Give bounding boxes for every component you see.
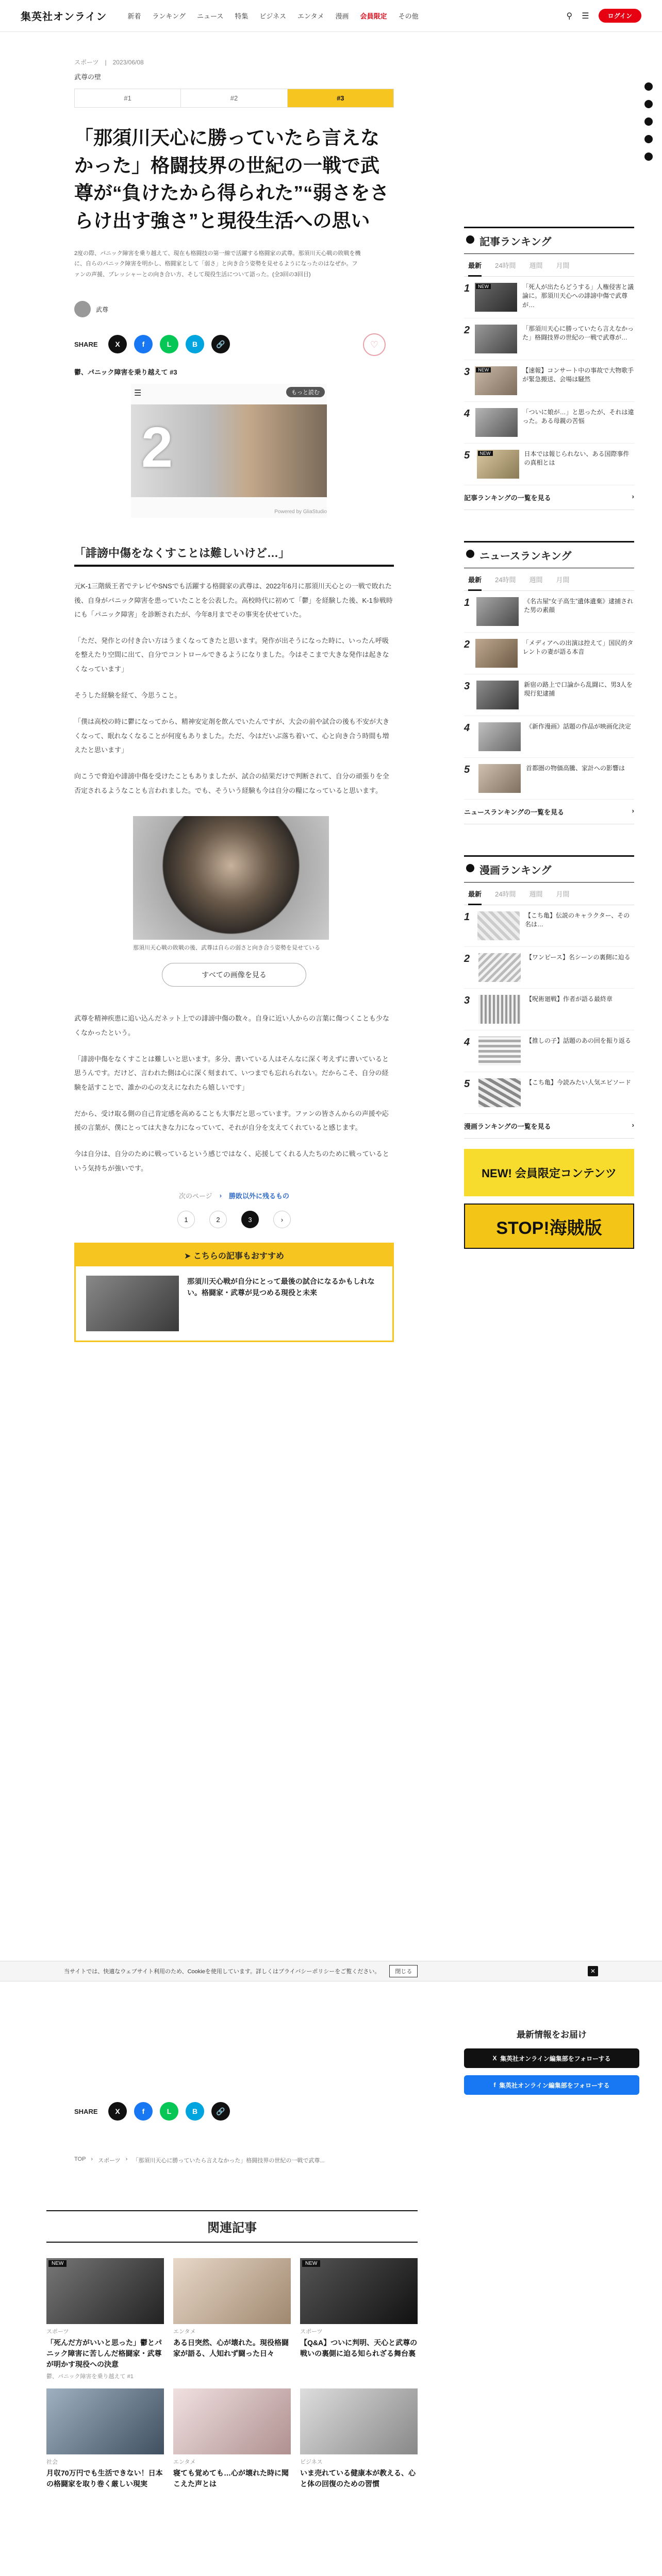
rank-number: 2 bbox=[464, 639, 470, 650]
cookie-bar bbox=[0, 1961, 662, 1981]
anti-piracy-banner[interactable]: STOP!海賊版 bbox=[464, 1204, 634, 1249]
series-page-3[interactable]: #3 bbox=[288, 89, 393, 107]
news-title[interactable]: 首都圏の物価高騰、家計への影響は bbox=[526, 765, 625, 772]
nav-item-more[interactable]: その他 bbox=[398, 12, 419, 20]
chevron-right-icon[interactable]: › bbox=[273, 1211, 291, 1228]
card-title[interactable]: 「死んだ方がいいと思った」鬱とパニック障害に苦しんだ格闘家・武尊が明かす現役への決意 bbox=[46, 2338, 162, 2368]
nav-item-members[interactable]: 会員限定 bbox=[360, 12, 387, 20]
line-share-button[interactable]: L bbox=[160, 2102, 178, 2121]
promo-banner[interactable]: NEW! 会員限定コンテンツ bbox=[464, 1149, 634, 1196]
manga-tabs bbox=[464, 883, 634, 905]
related-card[interactable] bbox=[173, 2258, 291, 2380]
manga-thumbnail[interactable] bbox=[478, 953, 521, 982]
tab-weekly[interactable]: 週間 bbox=[529, 262, 543, 269]
recommended-title[interactable]: 那須川天心戦が自分にとって最後の試合になるかもしれない。格闘家・武尊が見つめる現役と未来 bbox=[187, 1277, 375, 1297]
pagination bbox=[74, 1211, 394, 1228]
new-badge: NEW bbox=[476, 367, 491, 372]
related-card[interactable] bbox=[46, 2258, 164, 2380]
next-page-link[interactable] bbox=[74, 1191, 394, 1200]
manga-item[interactable] bbox=[464, 1072, 634, 1114]
close-icon[interactable]: ✕ bbox=[588, 1966, 598, 1976]
nav-item[interactable]: ニュース bbox=[197, 12, 224, 20]
ranking-thumbnail[interactable] bbox=[475, 408, 518, 437]
x-share-button[interactable]: X bbox=[108, 2102, 127, 2121]
card-title[interactable]: いま売れている健康本が教える、心と体の回復のための習慣 bbox=[300, 2469, 416, 2488]
hatena-share-button[interactable]: B bbox=[186, 2102, 204, 2121]
rank-number: 5 bbox=[464, 450, 470, 461]
manga-more-link[interactable] bbox=[464, 1114, 634, 1139]
card-category: スポーツ bbox=[46, 2329, 69, 2335]
arrow-icon: ➤ bbox=[184, 1252, 193, 1261]
manga-item[interactable] bbox=[464, 989, 634, 1030]
ranking-item[interactable] bbox=[464, 360, 634, 402]
article-title: 「那須川天心に勝っていたら言えなかった」格闘技界の世紀の一戦で武尊が“負けたから得られた”“弱さをさらけ出す強さ”と現役生活への思い bbox=[74, 127, 389, 231]
card-title[interactable]: 【Q&A】ついに判明、天心と武尊の戦いの裏側に迫る知られざる舞台裏 bbox=[300, 2338, 418, 2358]
ranking-item[interactable] bbox=[464, 402, 634, 444]
card-category: 社会 bbox=[46, 2459, 58, 2465]
body-paragraph: そうした経験を経て、今思うこと。 bbox=[74, 691, 181, 700]
ranking-item[interactable] bbox=[464, 318, 634, 360]
ranking-title[interactable]: 【速報】コンサート中の事故で大物歌手が緊急搬送、会場は騒然 bbox=[522, 367, 634, 383]
ranking-thumbnail[interactable] bbox=[477, 450, 519, 479]
card-thumbnail[interactable] bbox=[300, 2388, 418, 2454]
tab-monthly[interactable]: 月間 bbox=[556, 890, 570, 898]
x-follow-button[interactable] bbox=[464, 2048, 639, 2068]
manga-thumbnail[interactable] bbox=[478, 995, 521, 1024]
video-player[interactable] bbox=[131, 384, 327, 518]
news-ranking bbox=[464, 541, 634, 824]
share-row bbox=[74, 335, 394, 353]
author-row bbox=[74, 301, 394, 317]
follow-heading: 最新情報をお届け bbox=[517, 2030, 587, 2040]
share-label: SHARE bbox=[74, 2107, 98, 2115]
tab-monthly[interactable]: 月間 bbox=[556, 262, 570, 269]
manga-title[interactable]: 【呪術廻戦】作者が語る最終章 bbox=[526, 995, 613, 1003]
news-thumbnail[interactable] bbox=[478, 722, 521, 751]
card-category: スポーツ bbox=[300, 2329, 323, 2335]
photo-caption: 那須川天心戦の敗戦の後、武尊は自らの弱さと向き合う姿勢を見せている bbox=[133, 944, 320, 951]
search-icon[interactable]: ⚲ bbox=[566, 11, 573, 21]
ranking-title[interactable]: 日本では報じられない、ある国際事件の真相とは bbox=[524, 450, 630, 467]
hatena-icon[interactable] bbox=[644, 135, 653, 143]
tab-24h[interactable]: 24時間 bbox=[495, 890, 516, 898]
new-badge: NEW bbox=[478, 451, 493, 456]
body-paragraph: 「僕は高校の時に鬱になってから、精神安定剤を飲んでいたんですが、大会の前や試合の後も不安が大きくなって、眠れなくなることが何度もありました。ただ、今はだいぶ落ち着いて、心と向き合う時間も増えたと思います」 bbox=[74, 718, 390, 754]
ranking-item[interactable] bbox=[464, 444, 634, 485]
body-paragraph: 向こうで脅迫や誹謗中傷を受けたこともありましたが、試合の結果だけで判断されて、自分の頑張りを全否定されるようなことも言われました。でも、そういう経験も今は自分の糧になっていると思います。 bbox=[74, 772, 389, 794]
rank-number: 2 bbox=[464, 325, 470, 336]
news-title[interactable]: 《新作漫画》話題の作品が映画化決定 bbox=[526, 723, 632, 730]
news-thumbnail[interactable] bbox=[476, 597, 519, 626]
news-item[interactable] bbox=[464, 633, 634, 674]
card-title[interactable]: ある日突然、心が壊れた。現役格闘家が語る、人知れず闘った日々 bbox=[173, 2338, 289, 2358]
rank-number: 3 bbox=[464, 681, 470, 692]
news-title[interactable]: 《名古屋“女子高生”遺体遺棄》逮捕された男の素顔 bbox=[524, 598, 634, 614]
new-badge: NEW bbox=[476, 284, 491, 289]
tab-latest[interactable]: 最新 bbox=[468, 889, 482, 905]
manga-thumbnail[interactable] bbox=[478, 1078, 521, 1107]
ranking-thumbnail[interactable] bbox=[475, 283, 517, 312]
series-page-1[interactable]: #1 bbox=[75, 89, 181, 107]
body-paragraph: 今は自分は、自分のために戦っているという感じではなく、応援してくれる人たちのために戦っているという気持ちが強いです。 bbox=[74, 1150, 389, 1172]
recommended-heading-text: こちらの記事もおすすめ bbox=[193, 1252, 285, 1261]
share-label: SHARE bbox=[74, 340, 98, 348]
heart-icon: ♡ bbox=[370, 340, 379, 350]
news-thumbnail[interactable] bbox=[476, 681, 519, 709]
chevron-right-icon: › bbox=[125, 2156, 128, 2162]
ranking-more-text: 記事ランキングの一覧を見る bbox=[464, 494, 551, 502]
series-pager bbox=[74, 89, 394, 108]
related-card[interactable] bbox=[300, 2388, 418, 2489]
share-row-bottom bbox=[74, 2102, 230, 2121]
related-card[interactable] bbox=[46, 2388, 164, 2489]
login-button[interactable]: ログイン bbox=[599, 9, 641, 23]
page-3[interactable]: 3 bbox=[241, 1211, 259, 1228]
hatena-share-button[interactable]: B bbox=[186, 335, 204, 353]
link-icon[interactable] bbox=[644, 152, 653, 161]
new-badge: NEW bbox=[48, 2260, 67, 2267]
facebook-share-button[interactable]: f bbox=[134, 2102, 153, 2121]
ranking-item[interactable] bbox=[464, 277, 634, 318]
recommended-heading bbox=[76, 1244, 392, 1266]
body-paragraph: だから、受け取る側の自己肯定感を高めることも大事だと思っています。ファンの皆さんからの声援や応援の言葉が、僕にとっては大きな力になっていて、それが自分を支えてくれていると感じます。 bbox=[74, 1109, 389, 1132]
rank-number: 1 bbox=[464, 597, 470, 608]
facebook-share-button[interactable]: f bbox=[134, 335, 153, 353]
breadcrumb-item[interactable]: TOP bbox=[74, 2156, 86, 2162]
rank-number: 3 bbox=[464, 995, 470, 1006]
rank-number: 4 bbox=[464, 722, 470, 734]
line-share-button[interactable]: L bbox=[160, 335, 178, 353]
body-paragraph: 元K-1三階級王者でテレビやSNSでも活躍する格闘家の武尊は、2022年6月に那須川天心との一戦で敗れた後、自身がパニック障害を患っていたことを公表した。高校時代に初めて「鬱」を経験した後、K-1参戦時にも「パニック障害」を診断されたが、今年8月までその事実を伏せていた。 bbox=[74, 582, 393, 618]
global-nav bbox=[127, 11, 418, 21]
chevron-right-icon: › bbox=[91, 2156, 93, 2162]
rank-number: 1 bbox=[464, 911, 470, 923]
card-title[interactable]: 寝ても覚めても…心が壊れた時に聞こえた声とは bbox=[173, 2469, 289, 2488]
ranking-more-link[interactable] bbox=[464, 485, 634, 510]
rank-number: 4 bbox=[464, 1037, 470, 1048]
facebook-follow-button[interactable] bbox=[464, 2075, 639, 2095]
article-lead: 2度の際、パニック障害を乗り越えて、現在も格闘技の第一線で活躍する格闘家の武尊。那須川天心戦の敗戦を機に、自らのパニック障害を明かし、格闘家として「弱さ」と向き合う姿勢を見せるようになったのはなぜか。ファンの声援、プレッシャーとの向き合い方、そして現役生活について語った。(全3回の3回目) bbox=[74, 250, 361, 278]
section-heading: 「誹謗中傷をなくすことは難しいけど…」 bbox=[74, 545, 394, 567]
ranking-thumbnail[interactable] bbox=[475, 325, 517, 353]
next-title[interactable]: 勝敗以外に残るもの bbox=[229, 1192, 290, 1200]
x-follow-text: 集英社オンライン編集部をフォローする bbox=[500, 2055, 611, 2062]
facebook-follow-text: 集英社オンライン編集部をフォローする bbox=[499, 2081, 610, 2089]
article-photo[interactable] bbox=[133, 816, 329, 940]
series-name: 武尊の壁 bbox=[74, 73, 102, 81]
news-item[interactable] bbox=[464, 591, 634, 633]
news-item[interactable] bbox=[464, 674, 634, 716]
chevron-right-icon: › bbox=[632, 807, 634, 815]
nav-item[interactable]: 新着 bbox=[127, 12, 141, 20]
chevron-right-icon: › bbox=[219, 1192, 222, 1200]
chevron-right-icon: › bbox=[632, 1121, 634, 1129]
news-title[interactable]: 新宿の路上で口論から乱闘に、男3人を現行犯逮捕 bbox=[524, 681, 633, 698]
body-paragraph: 武尊を精神疾患に追い込んだネット上での誹謗中傷の数々。自身に近い人からの言葉に傷つくことも少なくなかったという。 bbox=[74, 1014, 390, 1037]
ranking-title[interactable]: 「死人が出たらどうする」人権侵害と議論に。那須川天心への誹謗中傷で武尊が… bbox=[522, 283, 634, 309]
nav-item[interactable]: ビジネス bbox=[259, 12, 287, 20]
tab-latest[interactable]: 最新 bbox=[468, 574, 482, 591]
copy-link-button[interactable]: 🔗 bbox=[211, 2102, 230, 2121]
video-more-tag[interactable]: もっと読む bbox=[286, 387, 325, 397]
manga-title[interactable]: 【こち亀】今読みたい人気エピソード bbox=[526, 1079, 632, 1086]
rank-number: 1 bbox=[464, 283, 470, 294]
news-item[interactable] bbox=[464, 758, 634, 800]
x-share-button[interactable]: X bbox=[108, 335, 127, 353]
news-title[interactable]: 「メディアへの出演は控えて」国民的タレントの妻が語る本音 bbox=[522, 639, 634, 656]
tab-weekly[interactable]: 週間 bbox=[529, 890, 543, 898]
ranking-title[interactable]: 「ついに娘が…」と思ったが、それは違った。ある母親の苦悩 bbox=[522, 409, 634, 425]
card-category: ビジネス bbox=[300, 2459, 323, 2465]
series-page-2[interactable]: #2 bbox=[181, 89, 287, 107]
x-icon: X bbox=[492, 2055, 501, 2062]
new-badge: NEW bbox=[302, 2260, 320, 2267]
related-card[interactable] bbox=[173, 2388, 291, 2489]
card-category: エンタメ bbox=[173, 2459, 196, 2465]
tab-weekly[interactable]: 週間 bbox=[529, 576, 543, 584]
related-articles bbox=[46, 2210, 418, 2489]
rank-number: 2 bbox=[464, 953, 470, 964]
news-item[interactable] bbox=[464, 716, 634, 758]
manga-item[interactable] bbox=[464, 905, 634, 947]
rank-number: 5 bbox=[464, 1078, 470, 1090]
ranking-title[interactable]: 「那須川天心に勝っていたら言えなかった」格闘技界の世紀の一戦で武尊が… bbox=[522, 325, 634, 342]
line-icon[interactable] bbox=[644, 117, 653, 126]
manga-title[interactable]: 【推しの子】話題のあの回を振り返る bbox=[526, 1037, 632, 1044]
x-icon[interactable] bbox=[644, 82, 653, 91]
nav-item[interactable]: ランキング bbox=[152, 12, 186, 20]
article-meta: スポーツ | 2023/06/08 bbox=[74, 59, 144, 66]
card-thumbnail[interactable] bbox=[300, 2258, 418, 2324]
ranking-heading: 記事ランキング bbox=[464, 227, 634, 254]
nav-item[interactable]: 特集 bbox=[235, 12, 249, 20]
recommended-box bbox=[74, 1243, 394, 1342]
news-thumbnail[interactable] bbox=[478, 764, 521, 793]
site-logo[interactable]: 集英社オンライン bbox=[21, 11, 107, 23]
ranking-thumbnail[interactable] bbox=[475, 366, 517, 395]
related-card[interactable] bbox=[300, 2258, 418, 2380]
tab-24h[interactable]: 24時間 bbox=[495, 262, 516, 269]
card-thumbnail[interactable] bbox=[46, 2388, 164, 2454]
nav-item[interactable]: 漫画 bbox=[335, 12, 349, 20]
article-ranking bbox=[464, 227, 634, 510]
news-more-link[interactable] bbox=[464, 800, 634, 824]
news-more-text: ニュースランキングの一覧を見る bbox=[464, 808, 564, 816]
related-grid bbox=[46, 2258, 418, 2489]
rank-number: 3 bbox=[464, 366, 470, 378]
page-1[interactable]: 1 bbox=[177, 1211, 195, 1228]
follow-box bbox=[464, 2027, 639, 2102]
rank-number: 5 bbox=[464, 764, 470, 775]
news-tabs bbox=[464, 568, 634, 591]
next-label: 次のページ bbox=[178, 1192, 212, 1200]
manga-ranking bbox=[464, 855, 634, 1139]
gallery-button[interactable]: すべての画像を見る bbox=[162, 963, 306, 987]
manga-title[interactable]: 【ワンピース】名シーンの裏側に迫る bbox=[526, 954, 631, 961]
facebook-icon: f bbox=[493, 2081, 500, 2089]
manga-ranking-heading: 漫画ランキング bbox=[464, 855, 634, 883]
like-button[interactable] bbox=[363, 333, 386, 356]
tab-monthly[interactable]: 月間 bbox=[556, 576, 570, 584]
card-thumbnail[interactable] bbox=[173, 2388, 291, 2454]
series-subheading: 鬱、パニック障害を乗り越えて #3 bbox=[74, 368, 177, 377]
card-thumbnail[interactable] bbox=[173, 2258, 291, 2324]
cookie-ok-button[interactable]: 閉じる bbox=[389, 1965, 418, 1977]
social-share-rail bbox=[643, 82, 654, 161]
nav-item[interactable]: エンタメ bbox=[297, 12, 324, 20]
manga-more-text: 漫画ランキングの一覧を見る bbox=[464, 1123, 551, 1130]
site-header bbox=[0, 0, 662, 32]
avatar[interactable] bbox=[74, 301, 91, 317]
news-ranking-heading: ニュースランキング bbox=[464, 541, 634, 568]
tab-latest[interactable]: 最新 bbox=[468, 260, 482, 277]
manga-item[interactable] bbox=[464, 947, 634, 989]
ranking-tabs bbox=[464, 254, 634, 277]
body-paragraph: 「誹謗中傷をなくすことは難しいと思います。多分、書いている人はそんなに深く考えずに書いていると思うんです。だけど、言われた側は心に深く刻まれて、いつまでも忘れられない。だからこそ、自分の経験を話すことで、誰かの心の支えになれたら嬉しいです」 bbox=[74, 1055, 389, 1091]
tab-24h[interactable]: 24時間 bbox=[495, 576, 516, 584]
manga-title[interactable]: 【こち亀】伝説のキャラクター、その名は… bbox=[524, 912, 630, 928]
recommended-thumbnail[interactable] bbox=[86, 1276, 179, 1331]
card-thumbnail[interactable] bbox=[46, 2258, 164, 2324]
card-category: エンタメ bbox=[173, 2329, 196, 2335]
breadcrumb-current: 「那須川天心に勝っていたら言えなかった」格闘技界の世紀の一戦で武尊... bbox=[133, 2158, 325, 2164]
menu-icon[interactable]: ☰ bbox=[582, 11, 589, 21]
body-paragraph: 「ただ、発作との付き合い方はうまくなってきたと思います。発作が出そうになった時に、いったん呼吸を整えたり空間に出て、自分でコントロールできるようになりました。今はそこまで大きな発作は起きなくなっています」 bbox=[74, 637, 389, 673]
rank-number: 4 bbox=[464, 408, 470, 419]
card-series: 鬱、パニック障害を乗り越えて #1 bbox=[46, 2374, 134, 2380]
article-main bbox=[74, 58, 394, 1363]
breadcrumb bbox=[74, 2156, 325, 2164]
card-title[interactable]: 月収70万円でも生活できない！日本の格闘家を取り巻く厳しい現実 bbox=[46, 2469, 163, 2488]
related-heading: 関連記事 bbox=[46, 2210, 418, 2243]
video-episode-number: 2 bbox=[141, 416, 173, 480]
breadcrumb-item[interactable]: スポーツ bbox=[98, 2158, 121, 2164]
manga-thumbnail[interactable] bbox=[478, 1037, 521, 1065]
facebook-icon[interactable] bbox=[644, 100, 653, 108]
cookie-text: 当サイトでは、快適なウェブサイト利用のため、Cookieを使用しています。詳しくはプライバシーポリシーをご覧ください。 bbox=[64, 1969, 380, 1975]
sidebar bbox=[464, 227, 634, 1249]
video-powered-by: Powered by GliaStudio bbox=[274, 509, 327, 515]
manga-thumbnail[interactable] bbox=[477, 911, 520, 940]
news-thumbnail[interactable] bbox=[475, 639, 518, 668]
copy-link-button[interactable]: 🔗 bbox=[211, 335, 230, 353]
page-2[interactable]: 2 bbox=[209, 1211, 227, 1228]
hamburger-icon[interactable]: ☰ bbox=[134, 389, 142, 398]
author-name[interactable]: 武尊 bbox=[96, 306, 109, 313]
manga-item[interactable] bbox=[464, 1030, 634, 1072]
chevron-right-icon: › bbox=[632, 493, 634, 500]
recommended-item[interactable] bbox=[76, 1266, 392, 1341]
